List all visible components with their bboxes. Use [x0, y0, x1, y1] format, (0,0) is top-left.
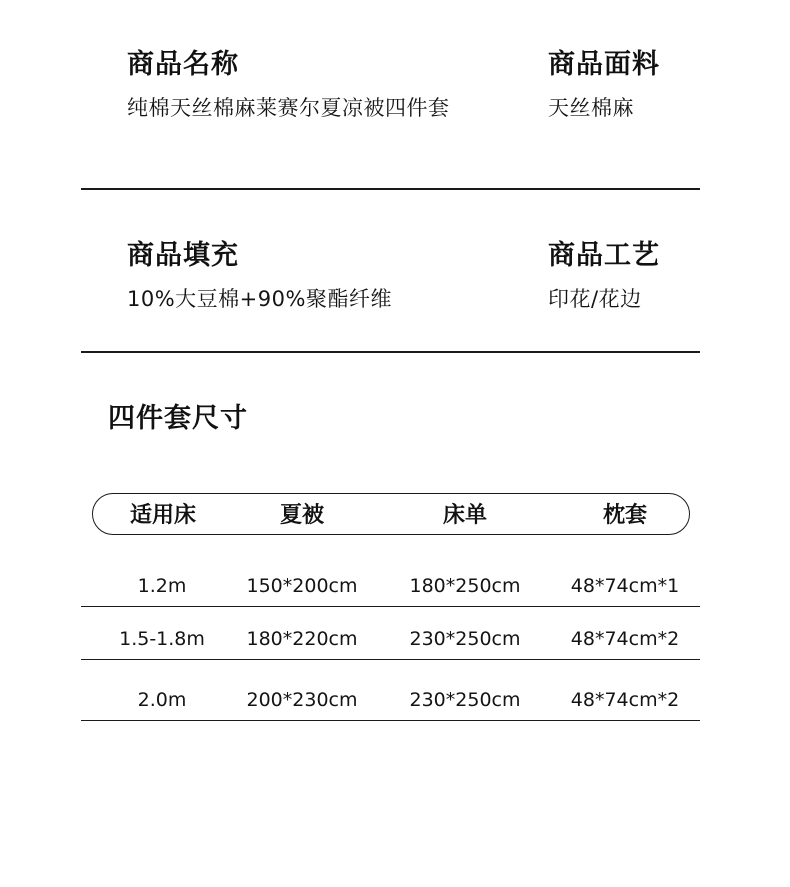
- row-divider: [81, 720, 700, 721]
- table-cell: 2.0m: [137, 689, 187, 711]
- product-fabric-label: 商品面料: [548, 49, 660, 80]
- row-divider: [81, 606, 700, 607]
- row-divider: [81, 659, 700, 660]
- table-cell: 150*200cm: [246, 575, 358, 597]
- size-table-header: [92, 493, 690, 535]
- product-name-value: 纯棉天丝棉麻莱赛尔夏凉被四件套: [127, 96, 450, 120]
- header-pillowcase: 枕套: [602, 502, 648, 528]
- header-bed: 适用床: [129, 502, 197, 528]
- divider: [81, 188, 700, 190]
- size-section-title: 四件套尺寸: [108, 403, 248, 434]
- table-cell: 48*74cm*2: [570, 628, 680, 650]
- product-name-label: 商品名称: [127, 49, 239, 80]
- product-craft-label: 商品工艺: [548, 240, 660, 271]
- table-cell: 180*220cm: [246, 628, 358, 650]
- table-cell: 230*250cm: [409, 689, 521, 711]
- product-fabric-value: 天丝棉麻: [548, 96, 634, 120]
- table-cell: 1.2m: [137, 575, 187, 597]
- header-sheet: 床单: [442, 502, 488, 528]
- table-cell: 48*74cm*1: [570, 575, 680, 597]
- product-filling-value: 10%大豆棉+90%聚酯纤维: [127, 287, 392, 311]
- table-cell: 180*250cm: [409, 575, 521, 597]
- product-filling-label: 商品填充: [127, 240, 239, 271]
- table-cell: 1.5-1.8m: [119, 628, 205, 650]
- header-quilt: 夏被: [279, 502, 325, 528]
- table-cell: 230*250cm: [409, 628, 521, 650]
- table-cell: 48*74cm*2: [570, 689, 680, 711]
- divider: [81, 351, 700, 353]
- table-cell: 200*230cm: [246, 689, 358, 711]
- product-craft-value: 印花/花边: [548, 287, 642, 311]
